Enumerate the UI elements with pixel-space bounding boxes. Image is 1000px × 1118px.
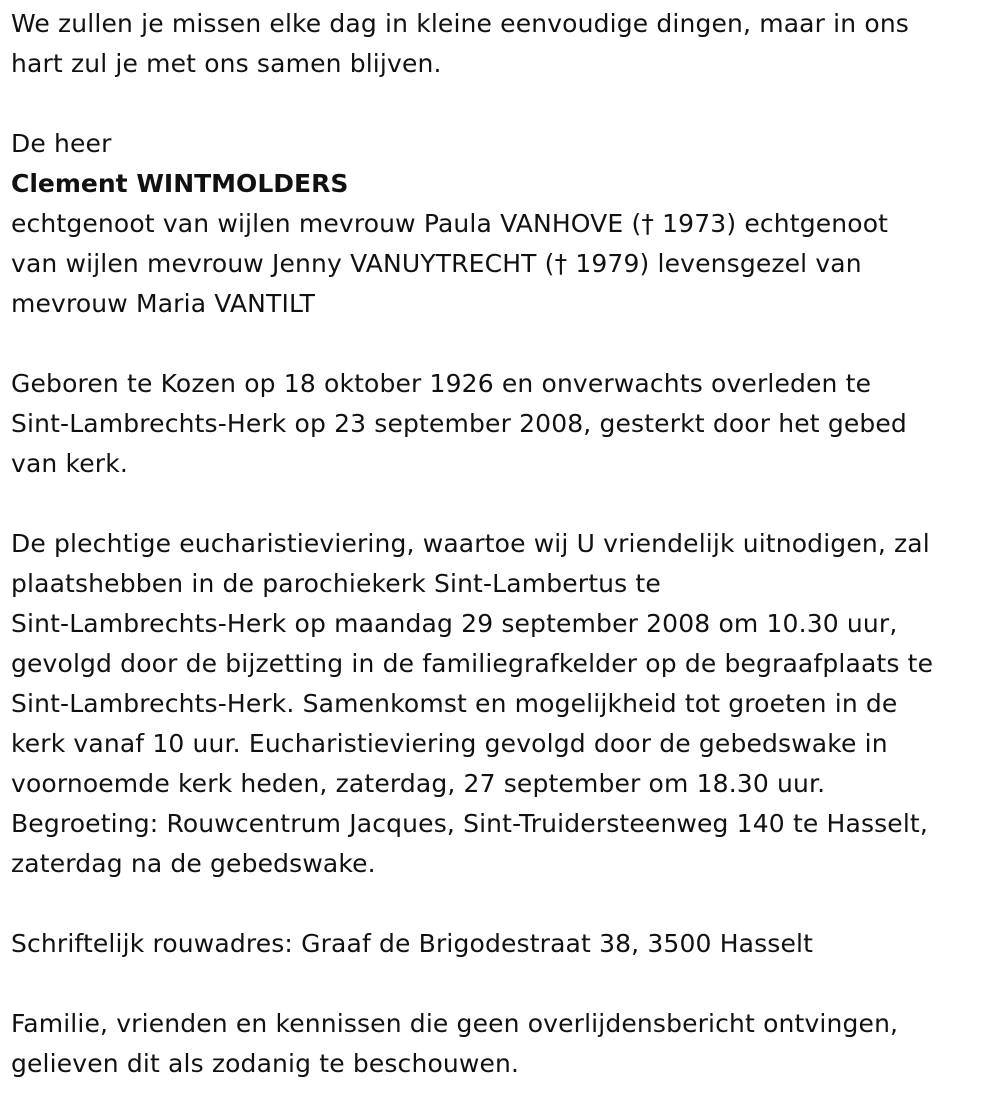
motto-text: We zullen je missen elke dag in kleine eenvoudige dingen, maar in ons hart zul je met ons samen blijven. xyxy=(11,9,909,78)
deceased-name: Clement WINTMOLDERS xyxy=(11,169,349,198)
ceremony-text: De plechtige eucharistieviering, waartoe wij U vriendelijk uitnodigen, zal plaatshebben in de parochiekerk Sint-Lambertus te Sint-Lambrechts-Herk op maandag 29 september 2008 om 10.30 uur, gevolgd door de bijzetting in de familiegrafkelder op de begraafplaats te Sint-Lambrechts-Herk. Samenkomst en mogelijkheid tot groeten in de kerk vanaf 10 uur. Eucharistieviering gevolgd door de gebedswake in voornoemde kerk heden, zaterdag, 27 september om 18.30 uur. Begroeting: Rouwcentrum Jacques, Sint-Truidersteenweg 140 te Hasselt, zaterdag na de gebedswake. xyxy=(11,529,934,878)
relations-text: echtgenoot van wijlen mevrouw Paula VANHOVE († 1973) echtgenoot van wijlen mevrouw Jenny VANUYTRECHT († 1979) levensgezel van mevrouw Maria VANTILT xyxy=(11,209,889,318)
title-text: De heer xyxy=(11,129,112,158)
birth-death-text: Geboren te Kozen op 18 oktober 1926 en onverwachts overleden te Sint-Lambrechts-Herk op 23 september 2008, gesterkt door het gebed van kerk. xyxy=(11,369,907,478)
mourning-address-text: Schriftelijk rouwadres: Graaf de Brigodestraat 38, 3500 Hasselt xyxy=(11,929,814,958)
closing-note-text: Familie, vrienden en kennissen die geen overlijdensbericht ontvingen, gelieven dit als zodanig te beschouwen. xyxy=(11,1009,899,1078)
